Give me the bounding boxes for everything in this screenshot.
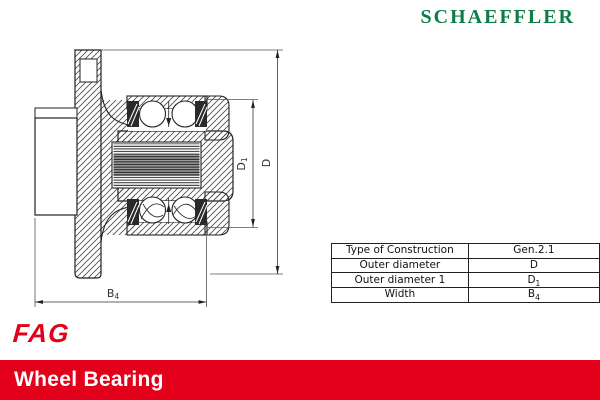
product-title-bar	[0, 360, 600, 400]
spec-label: Outer diameter	[332, 258, 469, 273]
arrow-d-top	[276, 50, 280, 58]
spec-value: D	[468, 258, 599, 273]
seal-upper-left	[127, 101, 139, 127]
product-title: Wheel Bearing	[14, 368, 164, 391]
seal-lower-left	[127, 199, 139, 225]
dim-label-b4: B4	[106, 287, 120, 301]
outer-ring-flange-bottom	[205, 192, 229, 235]
outer-ring-flange-top	[205, 96, 229, 140]
table-row	[332, 258, 600, 273]
schaeffler-logo: SCHAEFFLER	[420, 6, 575, 28]
seal-lower-right	[195, 199, 207, 225]
pilot-ring	[35, 118, 77, 215]
table-row	[332, 273, 600, 288]
spec-value: Gen.2.1	[468, 244, 599, 259]
ball-lower-left	[140, 197, 166, 223]
spec-value: $B_4$	[468, 288, 599, 303]
arrow-b4-right	[199, 300, 207, 304]
arrow-d1-bottom	[251, 219, 255, 227]
seal-upper-right	[195, 101, 207, 127]
spec-label: Width	[332, 288, 469, 303]
spec-value: $D_1$	[468, 273, 599, 288]
ball-lower-right	[172, 197, 198, 223]
dim-label-d1: D1	[235, 157, 249, 171]
flange-lip	[35, 108, 77, 118]
dim-label-d: D	[260, 158, 273, 168]
stud-hole	[80, 59, 97, 82]
ball-upper-left	[140, 101, 166, 127]
flange-plate	[75, 50, 101, 278]
table-row	[332, 244, 600, 259]
ball-upper-right	[172, 101, 198, 127]
arrow-d-bottom	[276, 266, 280, 274]
arrow-d1-top	[251, 100, 255, 108]
fag-logo: FAG	[11, 318, 71, 348]
table-row	[332, 288, 600, 303]
spec-table	[331, 243, 600, 303]
bearing-technical-drawing	[0, 0, 310, 330]
spec-label: Outer diameter 1	[332, 273, 469, 288]
spec-label: Type of Construction	[332, 244, 469, 259]
arrow-b4-left	[35, 300, 43, 304]
spline-teeth	[114, 144, 200, 187]
